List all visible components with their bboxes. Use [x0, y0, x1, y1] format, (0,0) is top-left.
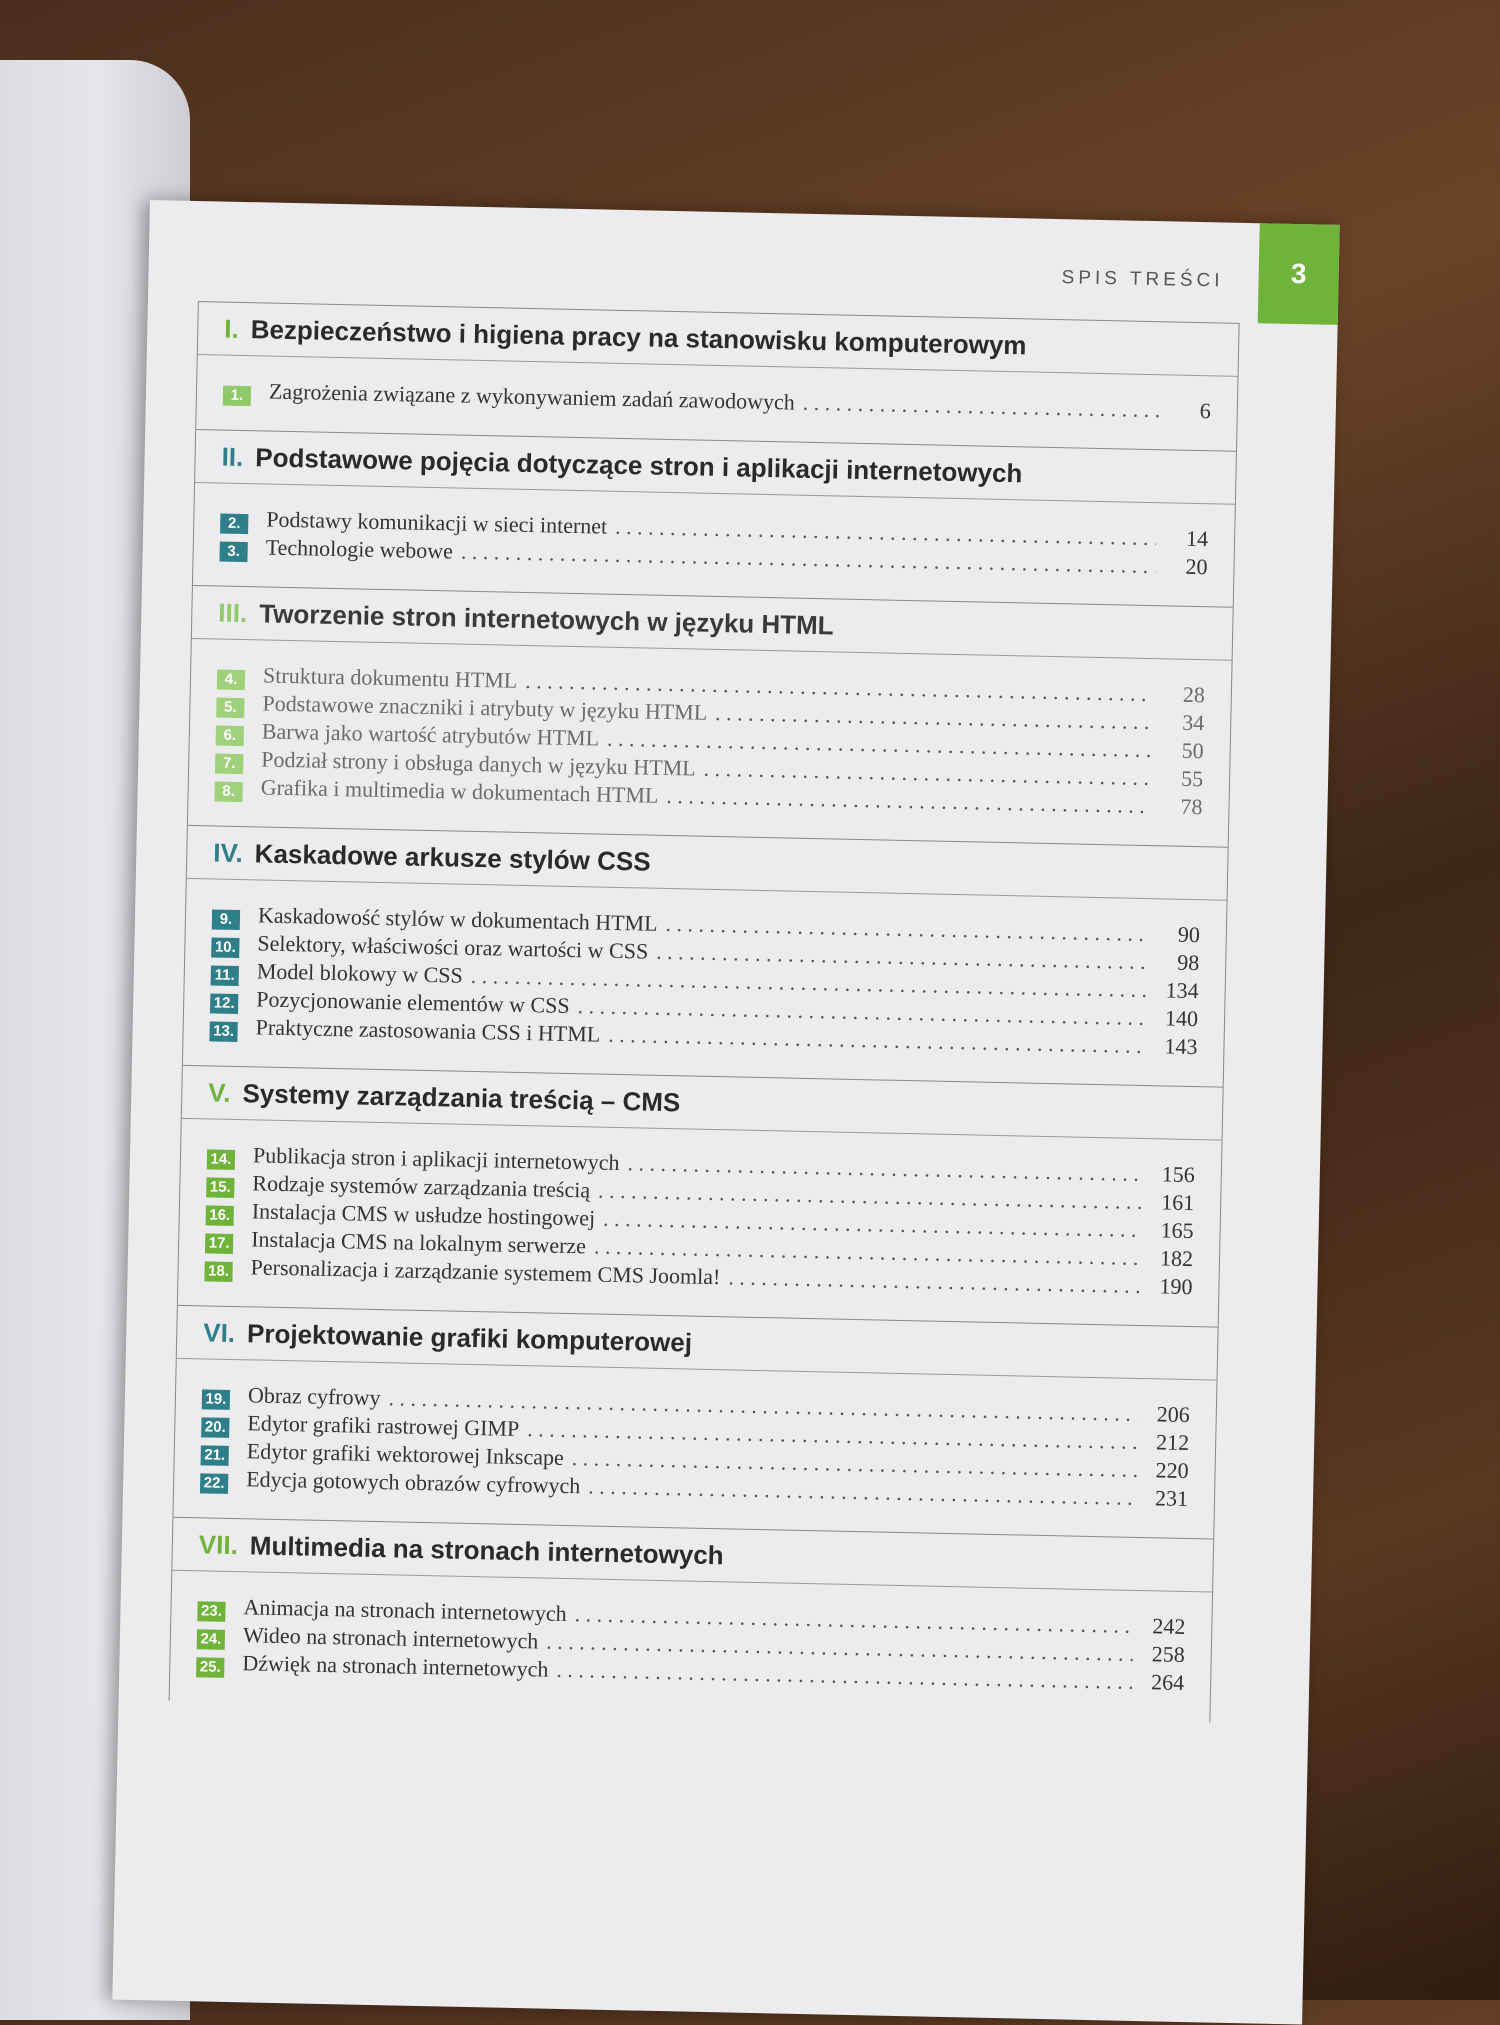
section-roman-numeral: VII. — [198, 1528, 239, 1560]
chapter-number-badge: 1. — [223, 386, 251, 407]
toc-section — [173, 1305, 1217, 1539]
toc-section — [183, 825, 1228, 1087]
chapter-number-badge: 8. — [214, 781, 242, 802]
toc-section — [188, 585, 1233, 847]
chapter-page-number: 220 — [1155, 1457, 1189, 1484]
section-title: Tworzenie stron internetowych w języku HTML — [258, 597, 834, 640]
header-title: SPIS TREŚCI — [1061, 267, 1224, 292]
section-roman-numeral: VI. — [202, 1316, 236, 1348]
chapter-page-number: 28 — [1182, 681, 1206, 708]
chapter-number-badge: 6. — [216, 725, 244, 746]
chapter-number-badge: 4. — [217, 670, 245, 691]
chapter-title: Instalacja CMS w usłudze hostingowej — [251, 1198, 596, 1231]
chapter-title: Publikacja stron i aplikacji internetowych — [252, 1142, 620, 1176]
chapter-number-badge: 3. — [219, 542, 247, 563]
section-entries — [170, 1571, 1212, 1723]
chapter-number-badge: 18. — [204, 1261, 232, 1282]
chapter-page-number: 264 — [1150, 1669, 1185, 1695]
chapter-page-number: 161 — [1160, 1189, 1195, 1216]
chapter-page-number: 165 — [1160, 1217, 1194, 1244]
chapter-title: Rodzaje systemów zarządzania treścią — [252, 1170, 591, 1203]
section-roman-numeral: V. — [208, 1076, 231, 1108]
chapter-number-badge: 12. — [210, 993, 238, 1014]
chapter-number-badge: 5. — [216, 698, 244, 719]
chapter-number-badge: 17. — [205, 1233, 233, 1254]
toc-entry — [223, 378, 1211, 427]
chapter-title: Animacja na stronach internetowych — [243, 1594, 567, 1627]
toc-page — [112, 200, 1339, 2025]
section-entries — [173, 1359, 1216, 1539]
chapter-number-badge: 20. — [201, 1417, 229, 1438]
chapter-number-badge: 14. — [207, 1149, 235, 1170]
toc-section — [170, 1517, 1214, 1723]
chapter-number-badge: 15. — [206, 1177, 234, 1198]
chapter-page-number: 34 — [1182, 709, 1205, 736]
section-entries — [178, 1119, 1222, 1327]
chapter-title: Edytor grafiki rastrowej GIMP — [247, 1410, 520, 1441]
chapter-title: Podział strony i obsługa danych w języku HTML — [261, 746, 696, 781]
chapter-page-number: 258 — [1151, 1641, 1186, 1667]
section-entries — [188, 639, 1232, 847]
toc-section — [193, 429, 1236, 607]
chapter-title: Kaskadowość stylów w dokumentach HTML — [257, 902, 658, 936]
chapter-page-number: 98 — [1177, 949, 1200, 976]
chapter-page-number: 206 — [1156, 1401, 1191, 1428]
chapter-page-number: 242 — [1152, 1613, 1186, 1639]
chapter-page-number: 134 — [1165, 977, 1199, 1004]
chapter-title: Zagrożenia związane z wykonywaniem zadań zawodowych — [268, 378, 796, 415]
chapter-number-badge: 9. — [212, 909, 240, 930]
chapter-title: Grafika i multimedia w dokumentach HTML — [260, 774, 659, 808]
chapter-page-number: 143 — [1164, 1033, 1198, 1060]
chapter-page-number: 55 — [1180, 765, 1204, 792]
chapter-page-number: 140 — [1164, 1005, 1199, 1032]
chapter-title: Obraz cyfrowy — [247, 1382, 381, 1411]
chapter-number-badge: 13. — [209, 1021, 237, 1042]
chapter-title: Technologie webowe — [265, 534, 454, 564]
chapter-title: Praktyczne zastosowania CSS i HTML — [255, 1014, 601, 1047]
chapter-page-number: 50 — [1181, 737, 1204, 764]
section-title: Podstawowe pojęcia dotyczące stron i aplikacji internetowych — [255, 441, 1023, 488]
chapter-page-number: 231 — [1154, 1485, 1189, 1512]
chapter-title: Instalacja CMS na lokalnym serwerze — [251, 1226, 587, 1259]
chapter-title: Selektory, właściwości oraz wartości w CSS — [257, 930, 649, 964]
chapter-title: Struktura dokumentu HTML — [262, 662, 518, 693]
chapter-number-badge: 10. — [211, 937, 239, 958]
chapter-title: Dźwięk na stronach internetowych — [242, 1650, 549, 1682]
chapter-title: Model blokowy w CSS — [256, 958, 464, 988]
chapter-number-badge: 21. — [201, 1445, 229, 1466]
section-title: Projektowanie grafiki komputerowej — [246, 1317, 693, 1358]
chapter-page-number: 212 — [1155, 1429, 1190, 1456]
chapter-title: Podstawowe znaczniki i atrybuty w języku HTML — [262, 690, 708, 725]
table-of-contents — [169, 301, 1240, 1723]
section-title: Multimedia na stronach internetowych — [249, 1529, 724, 1570]
page-number-tab: 3 — [1258, 223, 1340, 325]
section-roman-numeral: IV. — [213, 836, 244, 868]
section-title: Kaskadowe arkusze stylów CSS — [254, 837, 651, 877]
chapter-page-number: 90 — [1177, 921, 1201, 948]
chapter-page-number: 78 — [1180, 793, 1203, 820]
chapter-title: Edytor grafiki wektorowej Inkscape — [246, 1438, 565, 1470]
chapter-number-badge: 7. — [215, 753, 243, 774]
chapter-title: Podstawy komunikacji w sieci internet — [266, 506, 608, 539]
chapter-number-badge: 11. — [211, 965, 239, 986]
chapter-number-badge: 19. — [202, 1389, 230, 1410]
chapter-page-number: 182 — [1159, 1245, 1194, 1272]
chapter-title: Pozycjonowanie elementów w CSS — [256, 986, 570, 1018]
section-roman-numeral: II. — [221, 441, 244, 472]
chapter-number-badge: 24. — [197, 1629, 225, 1650]
chapter-title: Barwa jako wartość atrybutów HTML — [261, 718, 600, 751]
chapter-page-number: 190 — [1159, 1273, 1193, 1300]
section-title: Systemy zarządzania treścią – CMS — [242, 1077, 681, 1117]
chapter-title: Edycja gotowych obrazów cyfrowych — [245, 1466, 581, 1499]
dot-leader — [803, 390, 1160, 423]
section-title: Bezpieczeństwo i higiena pracy na stanowisku komputerowym — [250, 313, 1027, 360]
chapter-title: Wideo na stronach internetowych — [242, 1622, 539, 1654]
chapter-page-number: 6 — [1199, 398, 1212, 424]
section-roman-numeral: I. — [224, 313, 240, 344]
chapter-number-badge: 25. — [196, 1657, 224, 1678]
chapter-number-badge: 16. — [206, 1205, 234, 1226]
chapter-page-number: 20 — [1185, 553, 1208, 580]
chapter-number-badge: 23. — [197, 1601, 225, 1622]
toc-section — [196, 301, 1238, 451]
chapter-number-badge: 22. — [200, 1473, 228, 1494]
toc-section — [178, 1065, 1223, 1327]
chapter-page-number: 14 — [1185, 525, 1209, 552]
chapter-title: Personalizacja i zarządzanie systemem CMS Joomla! — [250, 1254, 721, 1290]
chapter-number-badge: 2. — [220, 514, 248, 535]
section-roman-numeral: III. — [218, 597, 248, 628]
chapter-page-number: 156 — [1161, 1161, 1196, 1188]
section-entries — [183, 879, 1227, 1087]
